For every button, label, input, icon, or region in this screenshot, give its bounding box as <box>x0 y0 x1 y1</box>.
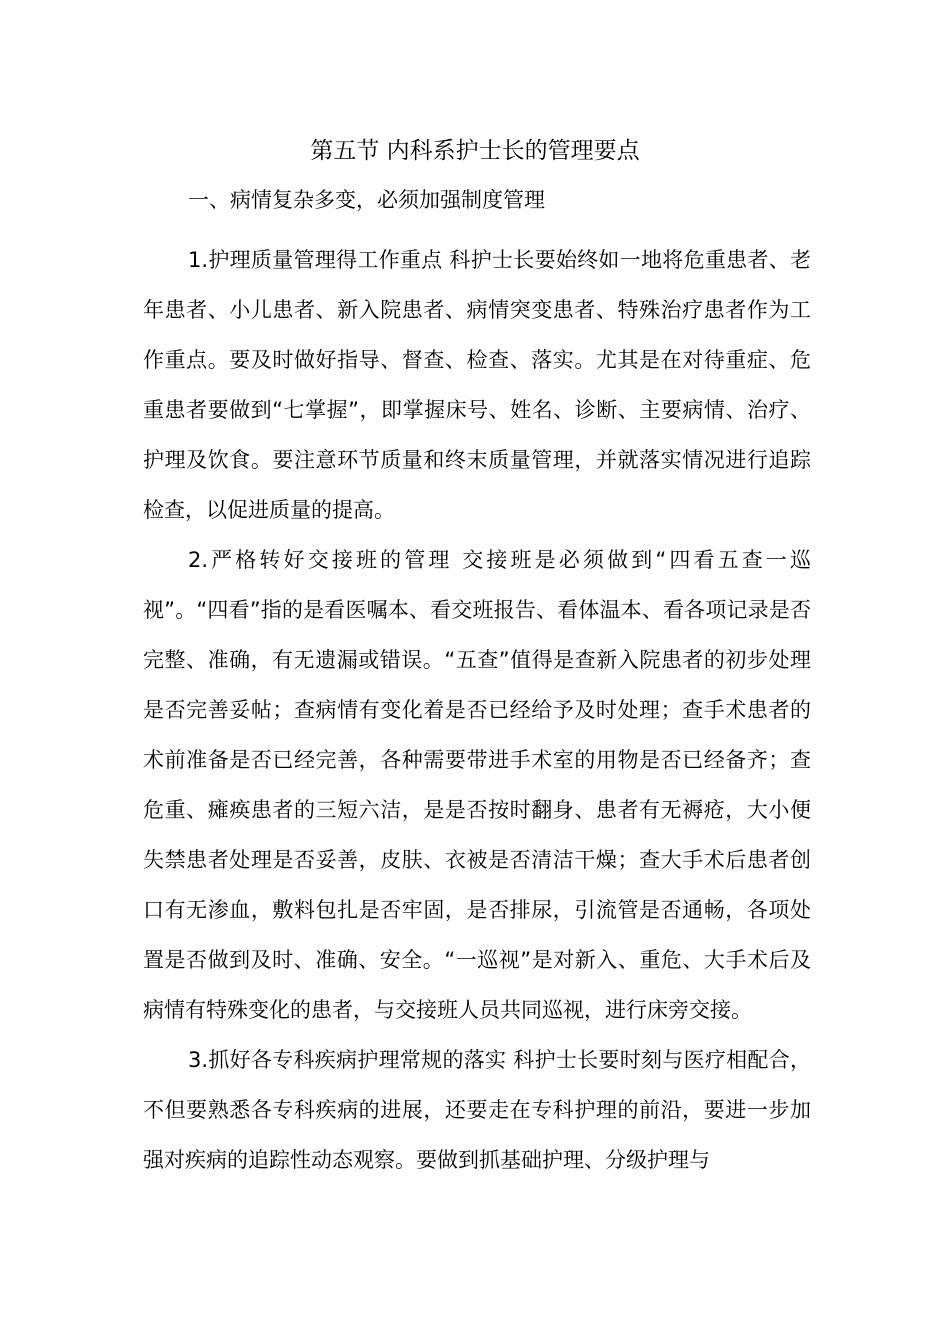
paragraph-1: 1.护理质量管理得工作重点 科护士长要始终如一地将危重患者、老年患者、小儿患者、新入院患者、病情突变患者、特殊治疗患者作为工作重点。要及时做好指导、督查、检查、落实。尤其是在对待重症、危重患者要做到“七掌握”，即掌握床号、姓名、诊断、主要病情、治疗、护理及饮食。要注意环节质量和终末质量管理，并就落实情况进行追踪检查，以促进质量的提高。 <box>143 248 811 522</box>
paragraph-2: 2.严格转好交接班的管理 交接班是必须做到“四看五查一巡视”。“四看”指的是看医嘱本、看交班报告、看体温本、看各项记录是否完整、准确，有无遗漏或错误。“五查”值得是查新入院患者的初步处理是否完善妥帖；查病情有变化着是否已经给予及时处理；查手术患者的术前准备是否已经完善，各种需要带进手术室的用物是否已经备齐；查危重、瘫痪患者的三短六洁，是是否按时翻身、患者有无褥疮，大小便失禁患者处理是否妥善，皮肤、衣被是否清洁干燥；查大手术后患者创口有无渗血，敷料包扎是否牢固，是否排尿，引流管是否通畅，各项处置是否做到及时、准确、安全。“一巡视”是对新入、重危、大手术后及病情有特殊变化的患者，与交接班人员共同巡视，进行床旁交接。 <box>143 548 811 1022</box>
document-title: 第五节 内科系护士长的管理要点 <box>310 138 640 164</box>
section-heading: 一、病情复杂多变，必须加强制度管理 <box>188 188 545 212</box>
document-body <box>143 235 811 1185</box>
paragraph-3: 3.抓好各专科疾病护理常规的落实 科护士长要时刻与医疗相配合，不但要熟悉各专科疾病的进展，还要走在专科护理的前沿，要进一步加强对疾病的追踪性动态观察。要做到抓基础护理、分级护理与 <box>143 1048 811 1172</box>
